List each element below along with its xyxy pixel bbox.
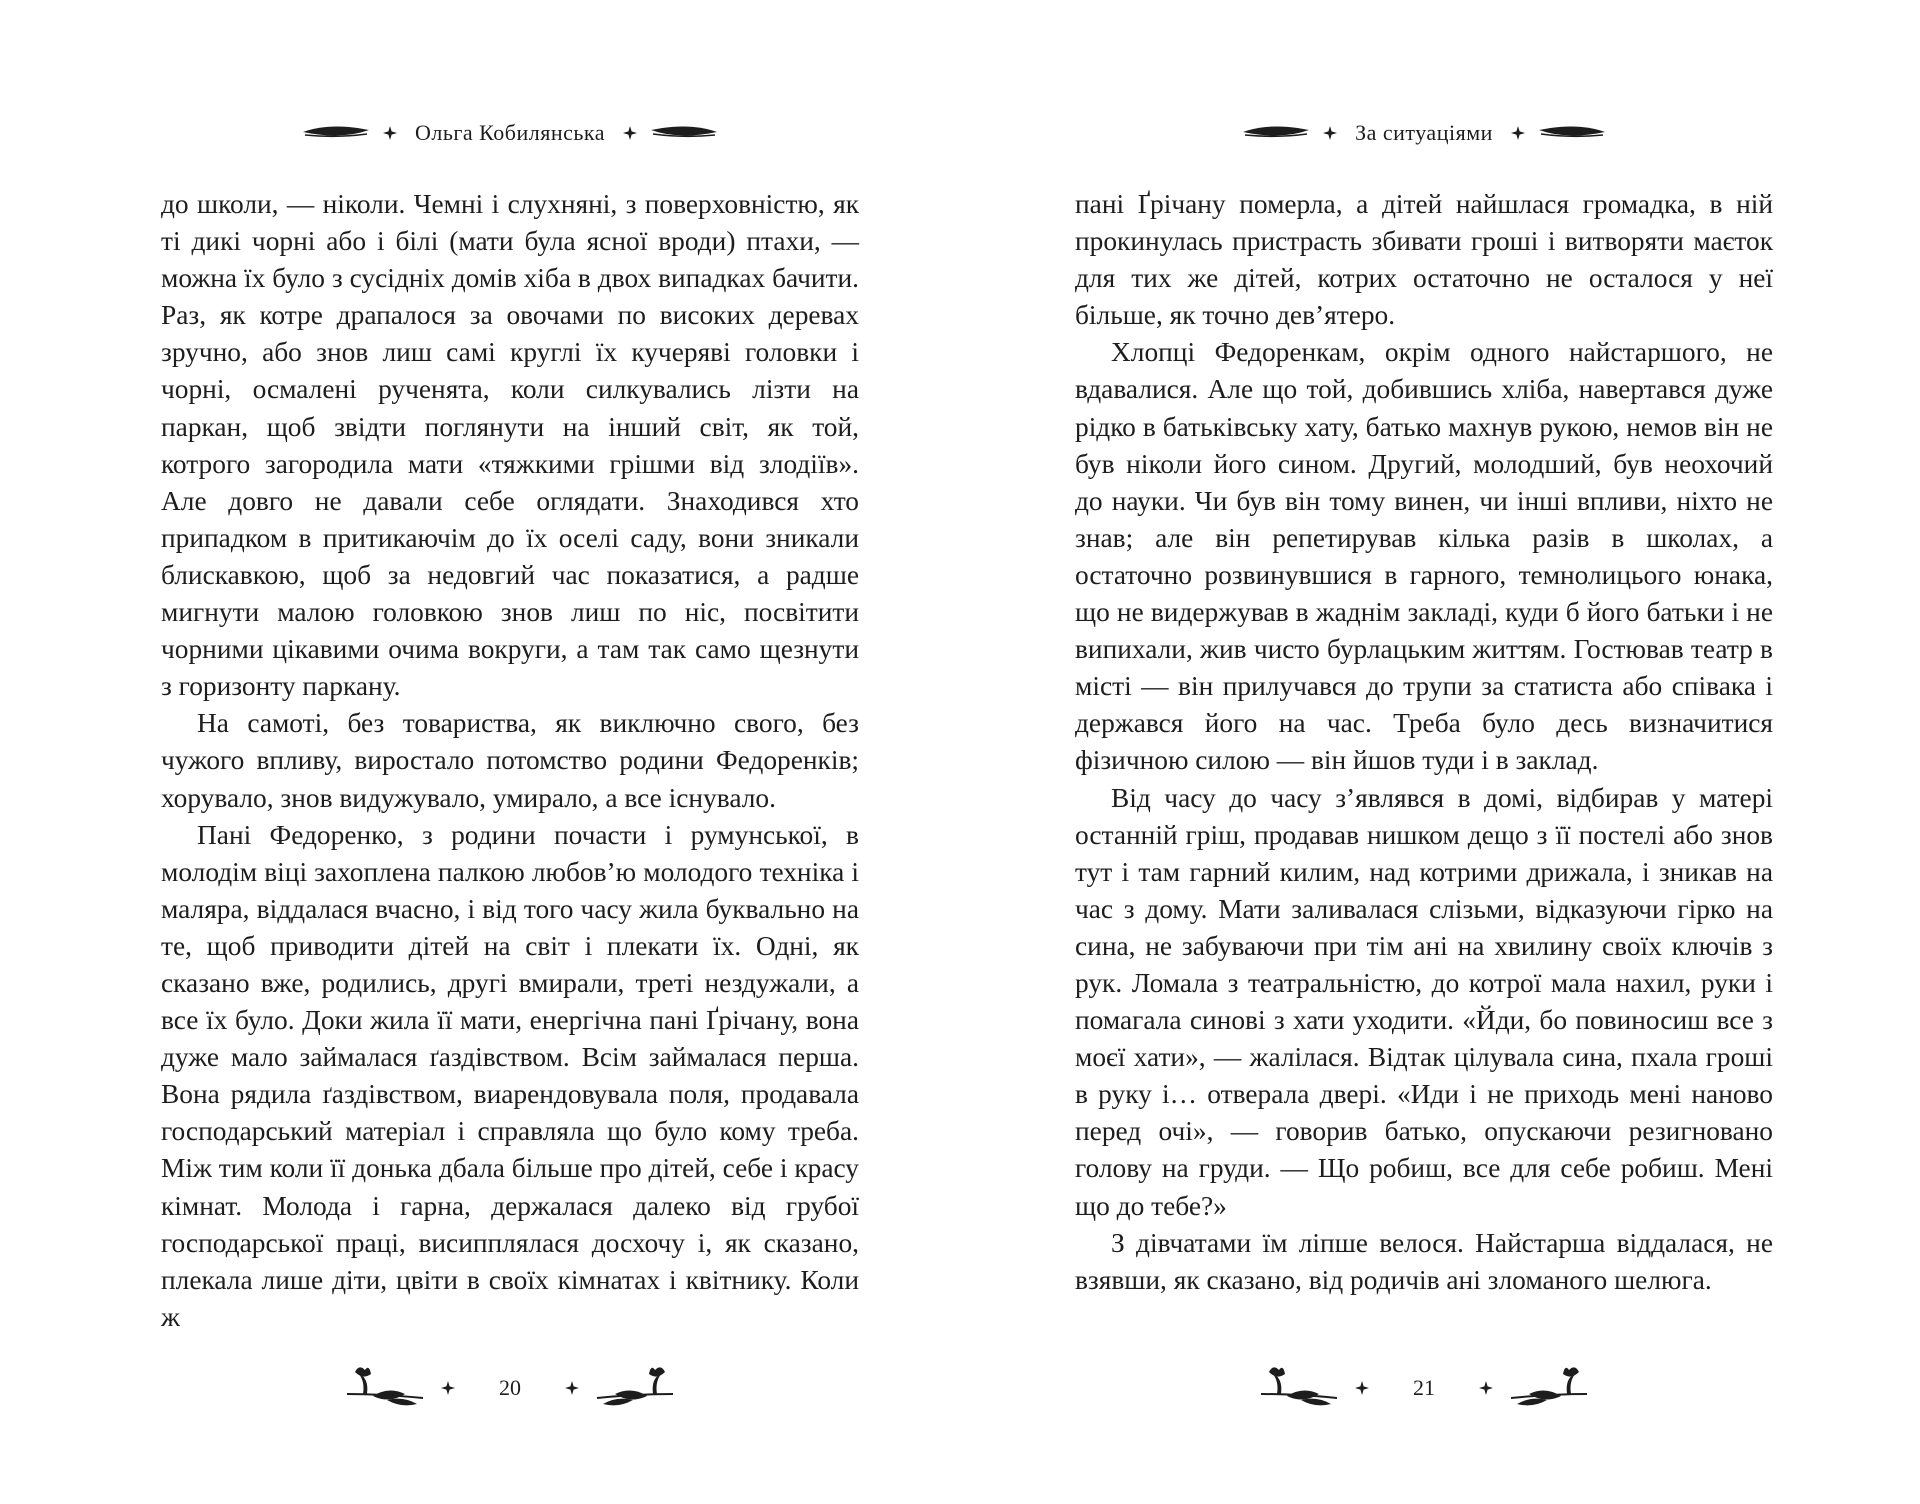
running-head [161,116,859,150]
leaf-ornament-icon [301,124,371,142]
page-number: 21 [1413,1375,1435,1400]
paragraph: Хлопці Федоренкам, окрім одного найстаршого, не вдавалися. Але що той, добившись хліба, навертався дуже рідко в батьківську хату, батько махнув рукою, немов він не був ніколи його сином. Другий, молодший, був неохочий до науки. Чи був він тому винен, чи інші впливи, ніхто не знав; але він репетирував кілька разів в школах, а остаточно розвинувшися в гарного, темнолицього юнака, що не видержував в жаднім закладі, куди б його батьки і не випихали, жив чисто бурлацьким життям. Гостював театр в місті — він прилучався до трупи за статиста або співака і держався його на час. Треба було десь визначитися фізичною силою — він йшов туди і в заклад. [1075,337,1773,776]
paragraph: Пані Федоренко, з родини почасти і румунської, в молодім віці захоплена палкою любов’ю молодого техніка і маляра, віддалася вчасно, і від того часу жила буквально на те, щоб приводити дітей на світ і плекати їх. Одні, як сказано вже, родились, другі вмирали, треті нездужали, а все їх було. Доки жила її мати, енергічна пані Ґрічану, вона дуже мало займалася ґаздівством. Всім займалася перша. Вона рядила ґаздівством, виарендовувала поля, продавала господарський матеріал і справляла що було кому треба. Між тим коли її донька дбала більше про дітей, себе і красу кімнат. Молода і гарна, держалася далеко від грубої господарської праці, висипплялася досхочу і, як сказано, плекала лише діти, цвіти в своїх кімнатах і квітнику. Коли ж [161,819,859,1332]
left-page [161,0,859,1504]
page-footer [1075,1360,1773,1416]
paragraph: З дівчатами їм ліпше велося. Найстарша віддалася, не взявши, як сказано, від родичів ані зломаного шелюга. [1075,1227,1773,1295]
paragraph: до школи, — ніколи. Чемні і слухняні, з поверховністю, як ті дикі чорні або і білі (мати була ясної вроди) птахи, — можна їх було з сусідніх домів хіба в двох випадках бачити. Раз, як котре драпалося за овочами по високих деревах зручно, або знов лиш самі круглі їх кучеряві головки і чорні, осмалені рученята, коли силкувались лізти на паркан, щоб звідти поглянути на інший світ, як той, котрого загородила мати «тяжкими грішми від злодіїв». Але довго не давали себе оглядати. Знаходився хто припадком в притикаючім до їх оселі саду, вони зникали блискавкою, щоб за недовгий час показатися, а радше мигнути малою головкою знов лиш по ніс, посвітити чорними цікавими очима вокруги, а там так само щезнути з горизонту паркану. [161,189,859,702]
four-point-star-icon [1323,126,1337,140]
four-point-star-icon [383,126,397,140]
page-number: 20 [499,1375,521,1400]
tulip-sprig-icon [1507,1364,1591,1412]
four-point-star-icon [1479,1381,1493,1395]
tulip-sprig-icon [593,1364,677,1412]
body-text [161,186,859,1336]
page-footer [161,1360,859,1416]
running-head-title: За ситуаціями [1355,120,1493,145]
four-point-star-icon [1511,126,1525,140]
paragraph: На самоті, без товариства, як виключно свого, без чужого впливу, виростало потомство родини Федоренків; хорувало, знов видужувало, умирало, а все існувало. [161,708,859,813]
leaf-ornament-icon [1241,124,1311,142]
paragraph: Від часу до часу з’являвся в домі, відбирав у матері останній гріш, продавав нишком дещо з її постелі або знов тут і там гарний килим, над котрими дрижала, і зникав на час з дому. Мати заливалася слізьми, відказуючи гірко на сина, не забуваючи при тім ані на хвилину своїх ключів з рук. Ломала з театральністю, до котрої мала нахил, руки і помагала синові з хати уходити. «Йди, бо повиносиш все з моєї хати», — жалілася. Відтак цілувала сина, пхала гроші в руку і… отверала двері. «Иди і не приходь мені наново перед очі», — говорив батько, опускаючи резигновано голову на груди. — Що робиш, все для себе робиш. Мені що до тебе?» [1075,782,1773,1221]
body-text [1075,186,1773,1299]
running-head-title: Ольга Кобилянська [414,120,606,145]
leaf-ornament-icon [649,124,719,142]
tulip-sprig-icon [343,1364,427,1412]
paragraph: пані Ґрічану померла, а дітей найшлася громадка, в ній прокинулась пристрасть збивати гроші і витворяти маєток для тих же дітей, котрих остаточно не осталося у неї більше, як точно дев’ятеро. [1075,189,1773,331]
four-point-star-icon [441,1381,455,1395]
four-point-star-icon [565,1381,579,1395]
leaf-ornament-icon [1537,124,1607,142]
right-page [1075,0,1773,1504]
tulip-sprig-icon [1257,1364,1341,1412]
running-head [1075,116,1773,150]
four-point-star-icon [1355,1381,1369,1395]
four-point-star-icon [623,126,637,140]
